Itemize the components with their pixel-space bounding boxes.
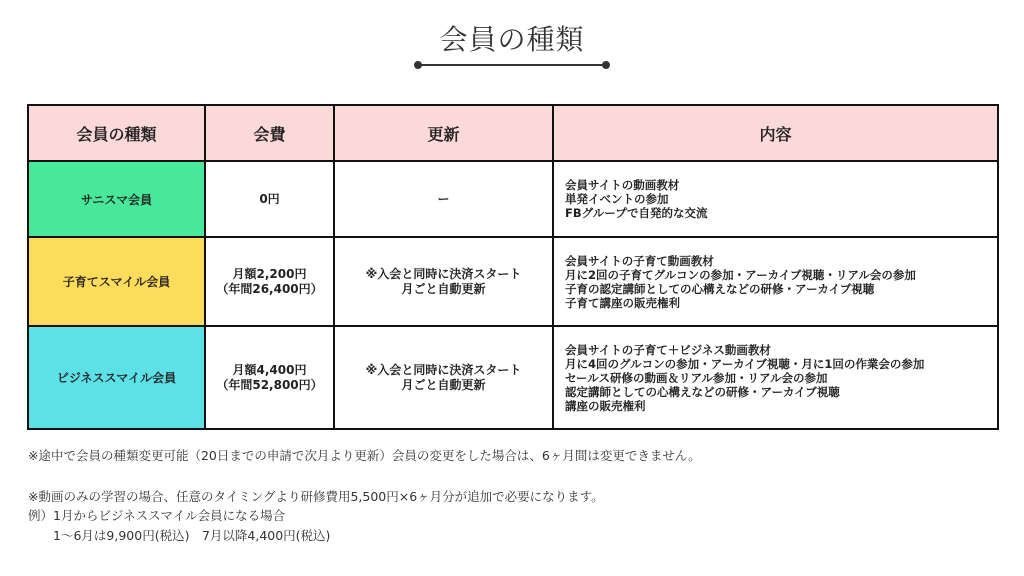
- content-item: FBグループで自発的な交流: [565, 206, 708, 220]
- divider-dot-left: [414, 61, 422, 69]
- renewal-cell: [334, 237, 553, 326]
- membership-type-cell: サニスマ会員: [28, 161, 205, 237]
- fee-monthly: 月額4,400円: [232, 362, 307, 377]
- note-example-detail: 1〜6月は9,900円(税込) 7月以降4,400円(税込): [28, 528, 331, 543]
- header-content: 内容: [553, 105, 998, 161]
- content-item: 認定講師としての心構えなどの研修・アーカイブ視聴: [565, 384, 840, 399]
- title-divider: [418, 64, 606, 66]
- header-type: 会員の種類: [28, 105, 205, 161]
- renewal-line: ※入会と同時に決済スタート: [365, 362, 522, 377]
- renewal-line: 月ごと自動更新: [401, 377, 486, 392]
- fee-cell: [205, 326, 334, 429]
- content-item: 会員サイトの子育て＋ビジネス動画教材: [565, 342, 771, 357]
- fee-monthly: 0円: [259, 191, 280, 206]
- page-title: 会員の種類: [439, 23, 585, 56]
- content-cell: [553, 161, 998, 237]
- content-cell: [553, 237, 998, 326]
- note-video-only: ※動画のみの学習の場合、任意のタイミングより研修費用5,500円×6ヶ月分が追加で必要になります。: [28, 489, 604, 504]
- note-change-policy: ※途中で会員の種類変更可能（20日までの申請で次月より更新）会員の変更をした場合は、6ヶ月間は変更できません。: [28, 448, 701, 463]
- fee-annual: （年間26,400円）: [216, 281, 323, 296]
- membership-table: [27, 104, 999, 430]
- renewal-cell: [334, 326, 553, 429]
- content-item: 子育の認定講師としての心構えなどの研修・アーカイブ視聴: [565, 281, 875, 296]
- fee-monthly: 月額2,200円: [232, 266, 307, 281]
- content-item: 月に2回の子育てグルコンの参加・アーカイブ視聴・リアル会の参加: [565, 267, 916, 282]
- membership-type-cell: ビジネススマイル会員: [28, 326, 205, 429]
- membership-type-cell: 子育てスマイル会員: [28, 237, 205, 326]
- divider-dot-right: [602, 61, 610, 69]
- header-fee: 会費: [205, 105, 334, 161]
- renewal-line: ー: [437, 191, 450, 206]
- renewal-cell: [334, 161, 553, 237]
- table-row: [28, 161, 998, 237]
- note-example-title: 例）1月からビジネススマイル会員になる場合: [28, 508, 286, 523]
- fee-cell: [205, 237, 334, 326]
- renewal-line: ※入会と同時に決済スタート: [365, 266, 522, 281]
- content-item: 単発イベントの参加: [565, 192, 669, 206]
- content-item: セールス研修の動画＆リアル参加・リアル会の参加: [565, 370, 828, 385]
- content-cell: [553, 326, 998, 429]
- table-header-row: [28, 105, 998, 161]
- fee-cell: [205, 161, 334, 237]
- table-row: [28, 237, 998, 326]
- content-item: 会員サイトの動画教材: [565, 178, 680, 192]
- fee-annual: （年間52,800円）: [216, 377, 323, 392]
- content-item: 会員サイトの子育て動画教材: [565, 253, 714, 268]
- content-item: 講座の販売権利: [565, 398, 646, 413]
- content-item: 月に4回のグルコンの参加・アーカイブ視聴・月に1回の作業会の参加: [565, 356, 925, 371]
- content-item: 子育て講座の販売権利: [565, 295, 680, 310]
- header-renewal: 更新: [334, 105, 553, 161]
- renewal-line: 月ごと自動更新: [401, 281, 486, 296]
- table-row: [28, 326, 998, 429]
